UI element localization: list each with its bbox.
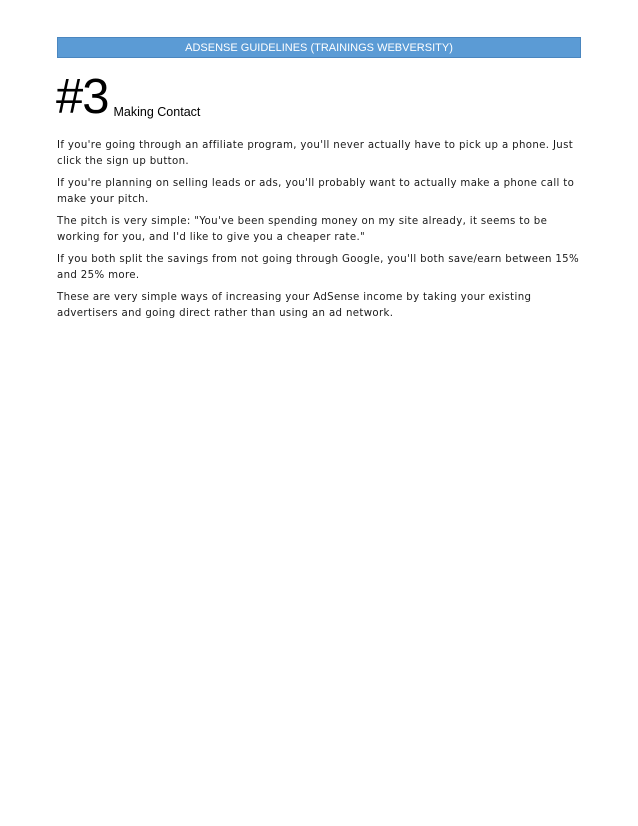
document-header-bar	[57, 37, 581, 58]
paragraph-pitch: The pitch is very simple: "You've been spending money on my site already, it seems to be working for you, and I'd like to give you a cheaper rate."	[57, 216, 548, 243]
section-heading	[56, 70, 201, 124]
paragraph-savings: If you both split the savings from not going through Google, you'll both save/earn between 15% and 25% more.	[57, 254, 580, 281]
section-title: Making Contact	[113, 105, 201, 119]
paragraph-leads-ads: If you're planning on selling leads or ads, you'll probably want to actually make a phone call to make your pitch.	[57, 178, 575, 205]
paragraph-affiliate: If you're going through an affiliate program, you'll never actually have to pick up a phone. Just click the sign up button.	[57, 140, 574, 167]
document-header-title: ADSENSE GUIDELINES (TRAININGS WEBVERSITY)	[185, 41, 453, 54]
paragraph-conclusion: These are very simple ways of increasing your AdSense income by taking your existing advertisers and going direct rather than using an ad network.	[57, 292, 532, 319]
body-content	[57, 138, 587, 328]
section-number: #3	[56, 70, 109, 124]
